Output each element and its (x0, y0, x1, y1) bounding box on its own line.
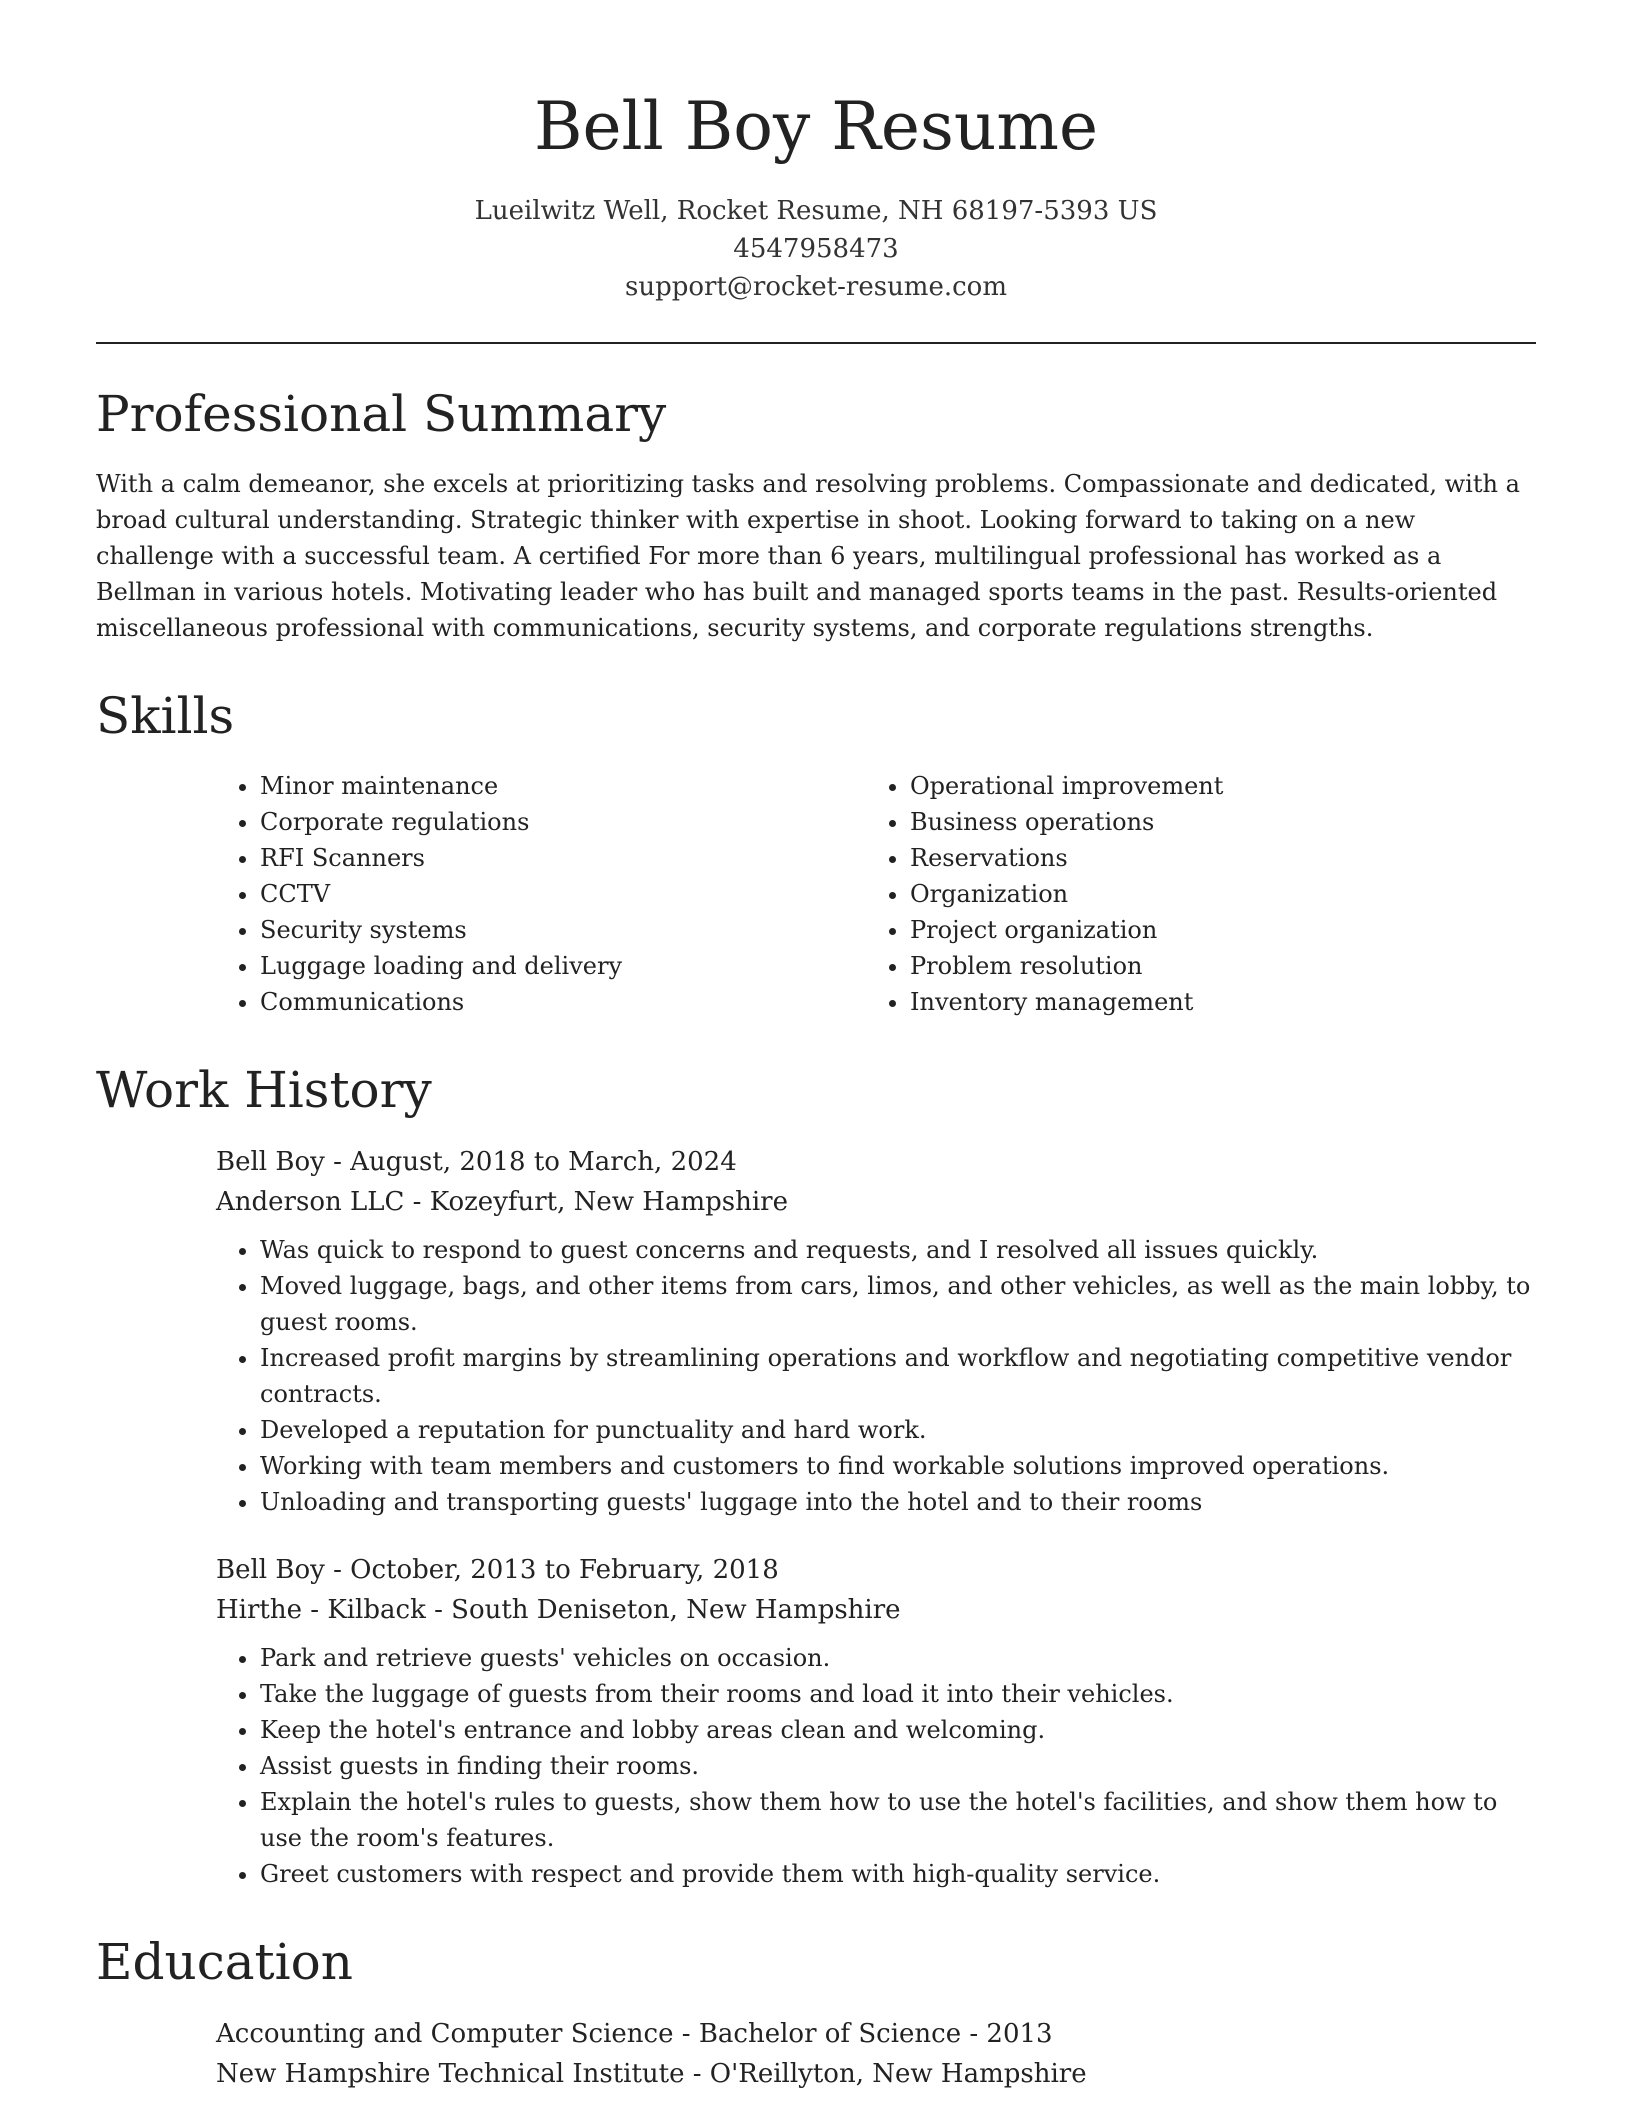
job-title-line: Bell Boy - October, 2013 to February, 2018 (216, 1555, 779, 1585)
education-school-line: New Hampshire Technical Institute - O'Reillyton, New Hampshire (216, 2059, 1087, 2089)
skill-item: • Inventory management (910, 984, 1516, 1020)
job-duty-item: • Park and retrieve guests' vehicles on occasion. (260, 1640, 1536, 1676)
section-heading-summary: Professional Summary (96, 385, 667, 443)
job-duties-list (216, 1232, 1536, 1520)
skills-column-right (866, 768, 1516, 1020)
job-entry (216, 1550, 1536, 1892)
skill-item: • Luggage loading and delivery (260, 948, 866, 984)
education-degree-line: Accounting and Computer Science - Bachelor of Science - 2013 (216, 2019, 1053, 2049)
skill-item: • Project organization (910, 912, 1516, 948)
resume-title: Bell Boy Resume (533, 88, 1099, 165)
job-duty-item: • Was quick to respond to guest concerns and requests, and I resolved all issues quickly. (260, 1232, 1536, 1268)
job-company-line: Hirthe - Kilback - South Deniseton, New Hampshire (216, 1595, 901, 1625)
job-duty-item: • Take the luggage of guests from their rooms and load it into their vehicles. (260, 1676, 1536, 1712)
skill-item: • CCTV (260, 876, 866, 912)
skills-column-left (216, 768, 866, 1020)
job-spacer (96, 1520, 1536, 1550)
contact-info (96, 192, 1536, 306)
skills-grid (216, 768, 1536, 1020)
job-duty-item: • Explain the hotel's rules to guests, show them how to use the hotel's facilities, and show them how to use the room's features. (260, 1784, 1536, 1856)
skill-item: • Problem resolution (910, 948, 1516, 984)
job-duty-item: • Increased profit margins by streamlining operations and workflow and negotiating competitive vendor contracts. (260, 1340, 1536, 1412)
resume-page (96, 0, 1536, 2094)
contact-address: Lueilwitz Well, Rocket Resume, NH 68197-5393 US (474, 196, 1158, 226)
education-section (96, 1932, 1536, 2094)
skill-item: • Security systems (260, 912, 866, 948)
education-entry (216, 2014, 1536, 2094)
contact-phone: 4547958473 (733, 234, 899, 264)
skill-item: • Organization (910, 876, 1516, 912)
job-duty-item: • Keep the hotel's entrance and lobby areas clean and welcoming. (260, 1712, 1536, 1748)
job-duty-item: • Greet customers with respect and provide them with high-quality service. (260, 1856, 1536, 1892)
summary-text: With a calm demeanor, she excels at prioritizing tasks and resolving problems. Compassionate and dedicated, with a broad cultural understanding. Strategic thinker with expertise in shoot. Looking forward to taking on a new challenge with a successful team. A certified For more than 6 years, multilingual professional has worked as a Bellman in various hotels. Motivating leader who has built and managed sports teams in the past. Results-oriented miscellaneous professional with communications, security systems, and corporate regulations strengths. (96, 470, 1520, 642)
job-duty-item: • Moved luggage, bags, and other items from cars, limos, and other vehicles, as well as the main lobby, to guest rooms. (260, 1268, 1536, 1340)
skill-item: • Communications (260, 984, 866, 1020)
section-heading-skills: Skills (96, 687, 235, 745)
job-entry (216, 1142, 1536, 1520)
work-history-section (96, 1060, 1536, 1892)
skill-item: • Corporate regulations (260, 804, 866, 840)
skill-item: • Reservations (910, 840, 1516, 876)
job-title-line: Bell Boy - August, 2018 to March, 2024 (216, 1147, 737, 1177)
job-duty-item: • Developed a reputation for punctuality and hard work. (260, 1412, 1536, 1448)
skill-item: • RFI Scanners (260, 840, 866, 876)
section-heading-work-history: Work History (96, 1061, 432, 1119)
header-divider (96, 342, 1536, 344)
skill-item: • Operational improvement (910, 768, 1516, 804)
job-duty-item: • Unloading and transporting guests' luggage into the hotel and to their rooms (260, 1484, 1536, 1520)
job-duty-item: • Assist guests in finding their rooms. (260, 1748, 1536, 1784)
job-duty-item: • Working with team members and customers to find workable solutions improved operations. (260, 1448, 1536, 1484)
contact-email: support@rocket-resume.com (624, 272, 1007, 302)
job-duties-list (216, 1640, 1536, 1892)
skills-list-right (866, 768, 1516, 1020)
skills-list-left (216, 768, 866, 1020)
job-company-line: Anderson LLC - Kozeyfurt, New Hampshire (216, 1187, 788, 1217)
skill-item: • Minor maintenance (260, 768, 866, 804)
section-heading-education: Education (96, 1933, 353, 1991)
skills-section (96, 686, 1536, 1020)
resume-header (96, 0, 1536, 306)
professional-summary-section (96, 384, 1536, 646)
skill-item: • Business operations (910, 804, 1516, 840)
